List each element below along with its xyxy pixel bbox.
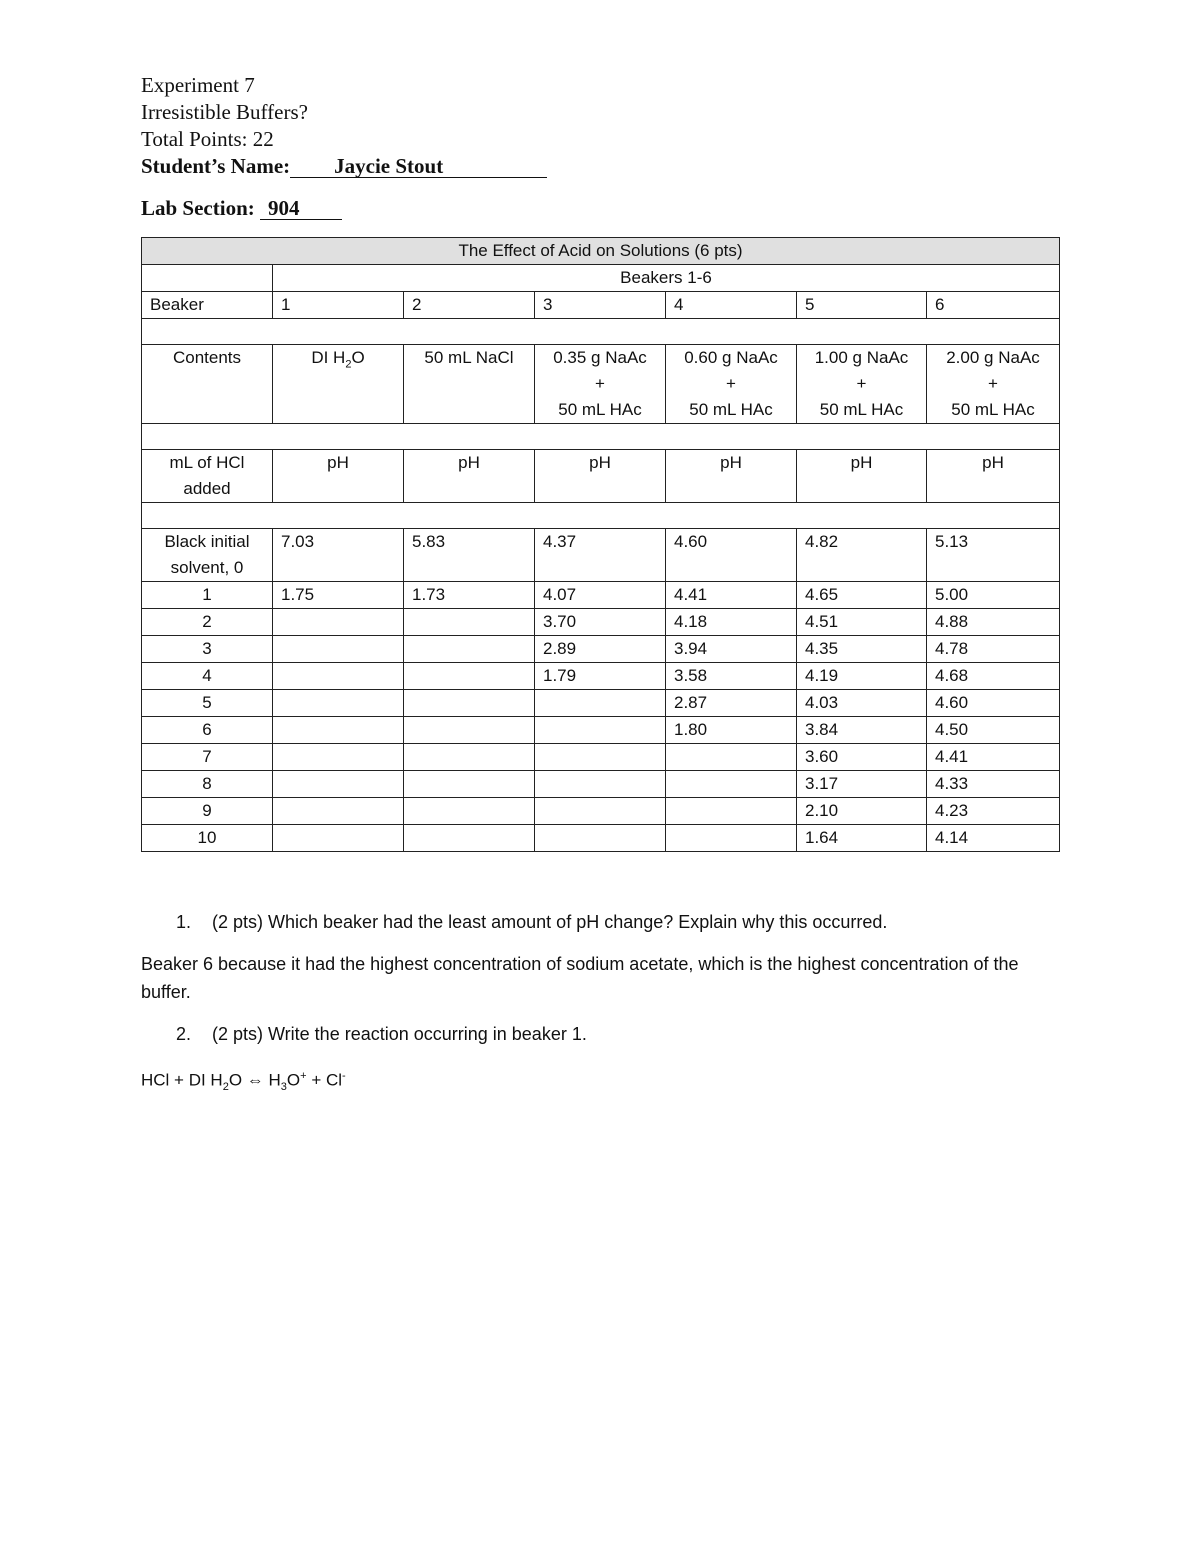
beaker-number-4: 4 <box>666 292 797 319</box>
ph-value-beaker-1[interactable] <box>273 798 404 825</box>
ph-value-beaker-5[interactable]: 4.82 <box>797 529 927 582</box>
ph-value-beaker-2[interactable] <box>404 717 535 744</box>
hcl-amount: 9 <box>142 798 273 825</box>
lab-section-row <box>141 195 547 222</box>
beaker-label: Beaker <box>142 292 273 319</box>
ph-value-beaker-3[interactable] <box>535 717 666 744</box>
ph-value-beaker-1[interactable] <box>273 825 404 852</box>
table-row <box>142 663 1060 690</box>
questions-section <box>141 908 1071 1101</box>
ph-header-6: pH <box>927 450 1060 503</box>
experiment-number: Experiment 7 <box>141 73 255 97</box>
ph-value-beaker-6[interactable]: 4.33 <box>927 771 1060 798</box>
ph-header-2: pH <box>404 450 535 503</box>
table-row <box>142 529 1060 582</box>
table-row <box>142 798 1060 825</box>
answer-1: Beaker 6 because it had the highest concentration of sodium acetate, which is the highest concentration of the buffer. <box>141 954 1019 1002</box>
beaker-row <box>142 292 1060 319</box>
ph-value-beaker-3[interactable]: 2.89 <box>535 636 666 663</box>
ph-value-beaker-1[interactable] <box>273 636 404 663</box>
ph-value-beaker-6[interactable]: 4.41 <box>927 744 1060 771</box>
ph-value-beaker-3[interactable]: 1.79 <box>535 663 666 690</box>
contents-beaker-6: 2.00 g NaAc + 50 mL HAc <box>927 345 1060 424</box>
ph-value-beaker-4[interactable] <box>666 771 797 798</box>
table-row <box>142 825 1060 852</box>
student-name-field[interactable]: Jaycie Stout <box>290 155 547 178</box>
ph-value-beaker-5[interactable]: 4.03 <box>797 690 927 717</box>
ph-value-beaker-2[interactable] <box>404 636 535 663</box>
hcl-amount: 8 <box>142 771 273 798</box>
ph-value-beaker-2[interactable] <box>404 609 535 636</box>
contents-beaker-5: 1.00 g NaAc + 50 mL HAc <box>797 345 927 424</box>
hcl-amount: 3 <box>142 636 273 663</box>
ph-header-5: pH <box>797 450 927 503</box>
ph-value-beaker-6[interactable]: 5.00 <box>927 582 1060 609</box>
ph-value-beaker-4[interactable] <box>666 825 797 852</box>
table-row <box>142 609 1060 636</box>
ph-value-beaker-4[interactable]: 4.41 <box>666 582 797 609</box>
ph-value-beaker-3[interactable] <box>535 771 666 798</box>
answer-2-reaction: HCl + DI $H_2O$ ⇔ $H_3O^+ + Cl^-$ <box>141 1070 346 1094</box>
ph-value-beaker-1[interactable] <box>273 744 404 771</box>
beaker-number-5: 5 <box>797 292 927 319</box>
results-table <box>141 237 1060 852</box>
lab-section-label: Lab Section: <box>141 196 255 220</box>
ph-value-beaker-4[interactable]: 2.87 <box>666 690 797 717</box>
ph-value-beaker-1[interactable] <box>273 663 404 690</box>
ph-value-beaker-2[interactable] <box>404 771 535 798</box>
ph-value-beaker-5[interactable]: 4.19 <box>797 663 927 690</box>
contents-label: Contents <box>142 345 273 424</box>
ph-value-beaker-6[interactable]: 4.88 <box>927 609 1060 636</box>
ph-header-1: pH <box>273 450 404 503</box>
ph-value-beaker-5[interactable]: 4.51 <box>797 609 927 636</box>
ph-value-beaker-1[interactable] <box>273 609 404 636</box>
question-1-text: (2 pts) Which beaker had the least amount of pH change? Explain why this occurred. <box>212 912 888 932</box>
ph-value-beaker-6[interactable]: 4.23 <box>927 798 1060 825</box>
contents-beaker-1: DI $H_2O$ <box>273 345 404 424</box>
hcl-amount: 6 <box>142 717 273 744</box>
ph-value-beaker-3[interactable]: 4.37 <box>535 529 666 582</box>
ph-value-beaker-2[interactable] <box>404 744 535 771</box>
ph-value-beaker-3[interactable]: 3.70 <box>535 609 666 636</box>
hcl-amount: 1 <box>142 582 273 609</box>
ph-value-beaker-4[interactable]: 4.18 <box>666 609 797 636</box>
contents-beaker-2: 50 mL NaCl <box>404 345 535 424</box>
beaker-number-2: 2 <box>404 292 535 319</box>
hcl-amount: Black initial solvent, 0 <box>142 529 273 582</box>
ph-value-beaker-1[interactable] <box>273 717 404 744</box>
experiment-title: Irresistible Buffers? <box>141 100 308 124</box>
ph-value-beaker-3[interactable] <box>535 744 666 771</box>
lab-section-field[interactable]: 904 <box>260 197 342 220</box>
total-points: Total Points: 22 <box>141 127 274 151</box>
ph-value-beaker-6[interactable]: 4.78 <box>927 636 1060 663</box>
question-1-number: 1. <box>176 912 192 932</box>
table-row <box>142 717 1060 744</box>
table-row <box>142 690 1060 717</box>
ph-header-3: pH <box>535 450 666 503</box>
table-title: The Effect of Acid on Solutions (6 pts) <box>142 238 1060 265</box>
ph-value-beaker-6[interactable]: 4.50 <box>927 717 1060 744</box>
ph-value-beaker-2[interactable] <box>404 825 535 852</box>
ph-value-beaker-6[interactable]: 5.13 <box>927 529 1060 582</box>
hcl-amount: 10 <box>142 825 273 852</box>
beaker-number-1: 1 <box>273 292 404 319</box>
ph-value-beaker-4[interactable]: 3.58 <box>666 663 797 690</box>
ph-value-beaker-2[interactable] <box>404 798 535 825</box>
student-name-row <box>141 153 547 180</box>
beaker-number-6: 6 <box>927 292 1060 319</box>
contents-beaker-3: 0.35 g NaAc + 50 mL HAc <box>535 345 666 424</box>
ph-value-beaker-4[interactable]: 1.80 <box>666 717 797 744</box>
hcl-amount: 5 <box>142 690 273 717</box>
ph-value-beaker-3[interactable] <box>535 825 666 852</box>
hcl-amount: 7 <box>142 744 273 771</box>
ph-value-beaker-4[interactable] <box>666 744 797 771</box>
contents-beaker-4: 0.60 g NaAc + 50 mL HAc <box>666 345 797 424</box>
ph-value-beaker-5[interactable]: 3.84 <box>797 717 927 744</box>
ph-value-beaker-1[interactable] <box>273 771 404 798</box>
hcl-amount: 2 <box>142 609 273 636</box>
table-row <box>142 771 1060 798</box>
ph-value-beaker-5[interactable]: 4.35 <box>797 636 927 663</box>
hcl-header-row <box>142 450 1060 503</box>
ph-value-beaker-1[interactable]: 7.03 <box>273 529 404 582</box>
ph-value-beaker-5[interactable]: 1.64 <box>797 825 927 852</box>
ph-value-beaker-2[interactable]: 1.73 <box>404 582 535 609</box>
hcl-amount: 4 <box>142 663 273 690</box>
table-row <box>142 582 1060 609</box>
ph-value-beaker-5[interactable]: 2.10 <box>797 798 927 825</box>
question-2 <box>141 1020 1071 1048</box>
ph-value-beaker-3[interactable]: 4.07 <box>535 582 666 609</box>
beakers-group-header: Beakers 1-6 <box>273 265 1060 292</box>
ph-value-beaker-2[interactable]: 5.83 <box>404 529 535 582</box>
question-2-text: (2 pts) Write the reaction occurring in beaker 1. <box>212 1024 587 1044</box>
ph-value-beaker-6[interactable]: 4.14 <box>927 825 1060 852</box>
table-row <box>142 744 1060 771</box>
ph-value-beaker-2[interactable] <box>404 663 535 690</box>
hcl-label: mL of HCl added <box>142 450 273 503</box>
contents-row <box>142 345 1060 424</box>
question-1 <box>141 908 1071 936</box>
ph-value-beaker-3[interactable] <box>535 798 666 825</box>
question-2-number: 2. <box>176 1024 192 1044</box>
ph-value-beaker-6[interactable]: 4.60 <box>927 690 1060 717</box>
ph-header-4: pH <box>666 450 797 503</box>
document-header <box>141 72 547 222</box>
ph-value-beaker-4[interactable]: 3.94 <box>666 636 797 663</box>
ph-value-beaker-5[interactable]: 4.65 <box>797 582 927 609</box>
ph-value-beaker-5[interactable]: 3.60 <box>797 744 927 771</box>
ph-value-beaker-1[interactable] <box>273 690 404 717</box>
student-name-label: Student’s Name: <box>141 154 291 178</box>
ph-value-beaker-5[interactable]: 3.17 <box>797 771 927 798</box>
ph-value-beaker-4[interactable] <box>666 798 797 825</box>
ph-value-beaker-4[interactable]: 4.60 <box>666 529 797 582</box>
ph-value-beaker-6[interactable]: 4.68 <box>927 663 1060 690</box>
ph-data-rows <box>142 529 1060 852</box>
beaker-number-3: 3 <box>535 292 666 319</box>
table-row <box>142 636 1060 663</box>
ph-value-beaker-2[interactable] <box>404 690 535 717</box>
ph-value-beaker-1[interactable]: 1.75 <box>273 582 404 609</box>
ph-value-beaker-3[interactable] <box>535 690 666 717</box>
